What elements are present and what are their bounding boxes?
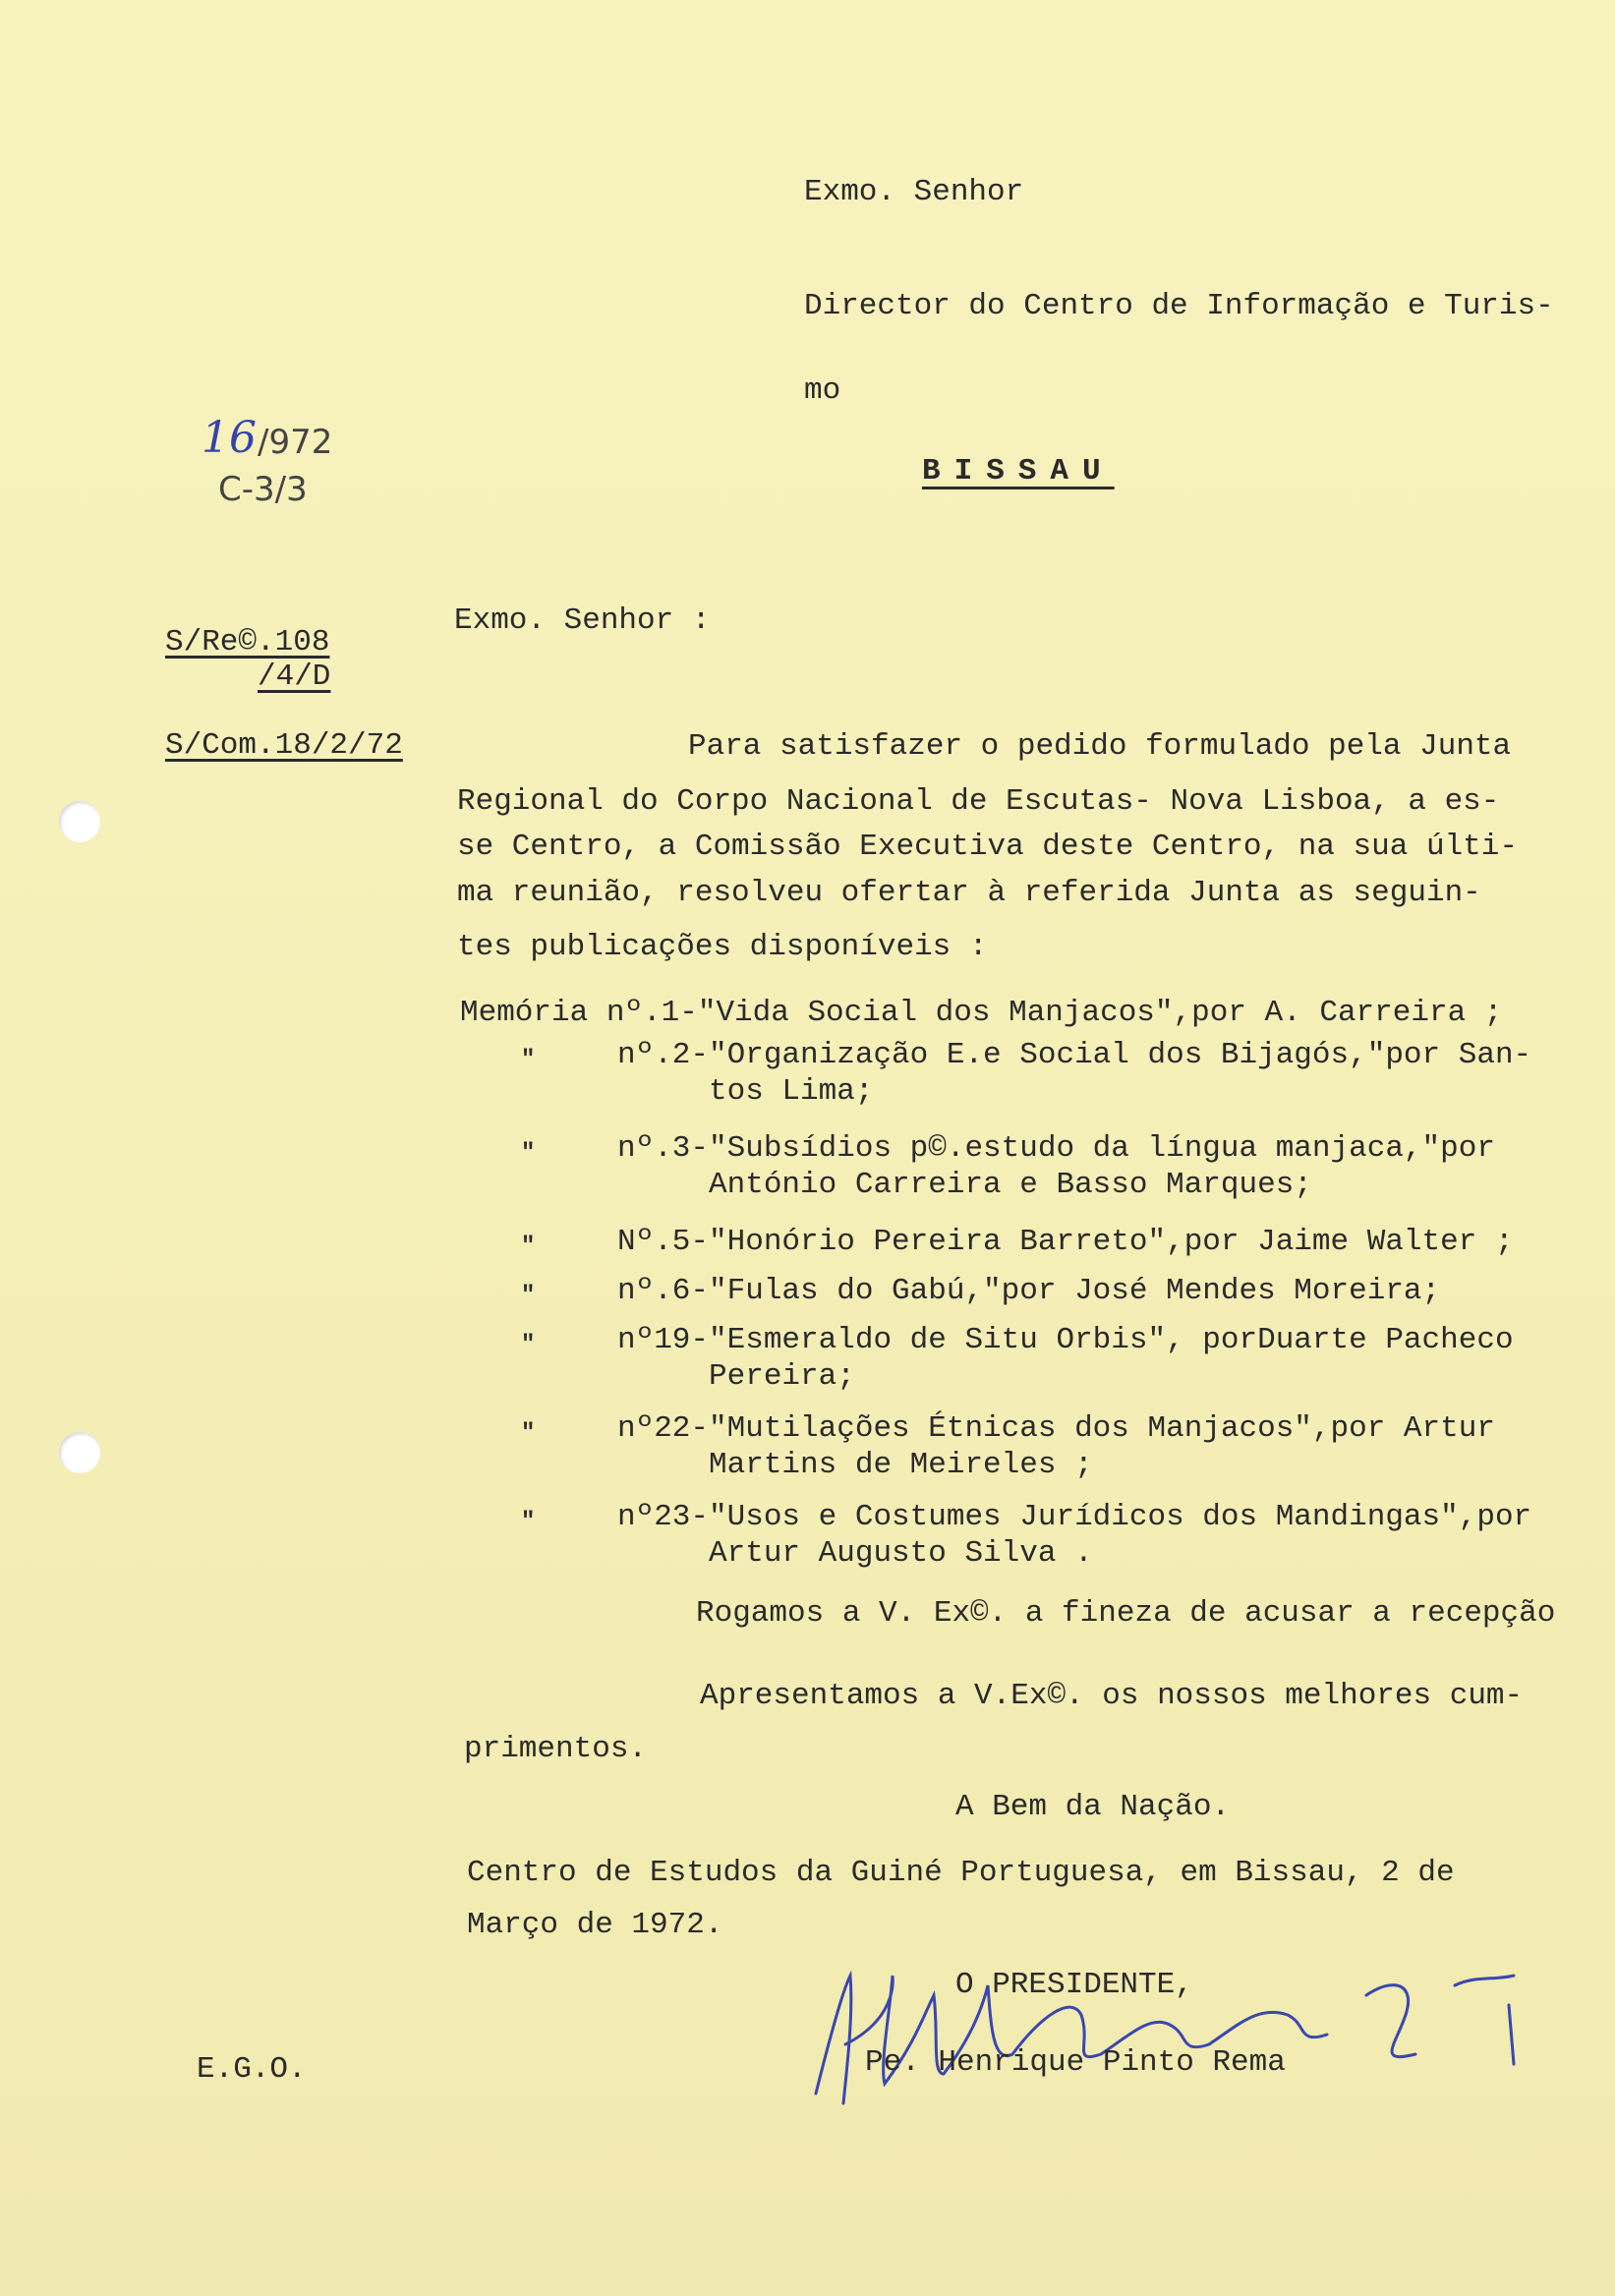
addressee-line-1: Director do Centro de Informação e Turis- bbox=[804, 289, 1554, 323]
ditto-mark: " bbox=[521, 1234, 536, 1260]
reference-line-2: /4/D bbox=[258, 660, 331, 694]
place-date-line-1: Centro de Estudos da Guiné Portuguesa, em Bissau, 2 de bbox=[467, 1856, 1455, 1890]
file-class: C-3/3 bbox=[218, 470, 308, 509]
apresentamos-line-1: Apresentamos a V.Ex©. os nossos melhores cum- bbox=[700, 1679, 1524, 1713]
publication-entry: nº.2-"Organização E.e Social dos Bijagós,"por San- tos Lima; bbox=[617, 1038, 1532, 1109]
place-date-line-2: Março de 1972. bbox=[467, 1908, 723, 1942]
file-year: /972 bbox=[258, 423, 333, 462]
ditto-mark: " bbox=[521, 1140, 536, 1167]
publication-entry: nº22-"Mutilações Étnicas dos Manjacos",por Artur Martins de Meireles ; bbox=[617, 1411, 1495, 1482]
ditto-mark: " bbox=[521, 1509, 536, 1535]
paragraph-line-2: Regional do Corpo Nacional de Escutas- Nova Lisboa, a es- bbox=[457, 784, 1500, 819]
publication-entry: Nº.5-"Honório Pereira Barreto",por Jaime Walter ; bbox=[617, 1225, 1514, 1259]
addressee-line-2: mo bbox=[804, 373, 841, 408]
list-item bbox=[462, 1322, 1592, 1410]
list-item bbox=[462, 1273, 1592, 1322]
list-item bbox=[462, 1499, 1592, 1587]
ditto-mark: " bbox=[521, 1047, 536, 1073]
signature-flourish bbox=[1366, 1976, 1514, 2064]
punch-hole-bottom bbox=[59, 1432, 100, 1473]
signatory-title: O PRESIDENTE, bbox=[955, 1968, 1193, 2002]
publication-entry: nº.3-"Subsídios p©.estudo da língua manjaca,"por António Carreira e Basso Marques; bbox=[617, 1131, 1495, 1202]
memoria-first-entry: Memória nº.1-"Vida Social dos Manjacos",por A. Carreira ; bbox=[460, 996, 1503, 1030]
reference-com: S/Com.18/2/72 bbox=[165, 728, 403, 763]
list-item bbox=[462, 1037, 1592, 1130]
paragraph-line-1: Para satisfazer o pedido formulado pela Junta bbox=[688, 729, 1512, 764]
reference-line-1: S/Re©.108 bbox=[165, 625, 330, 660]
publication-entry: nº19-"Esmeraldo de Situ Orbis", porDuarte Pacheco Pereira; bbox=[617, 1323, 1514, 1394]
list-item bbox=[462, 1410, 1592, 1499]
list-item bbox=[462, 1224, 1592, 1273]
signatory-name: Pe. Henrique Pinto Rema bbox=[865, 2045, 1286, 2080]
ditto-mark: " bbox=[521, 1420, 536, 1447]
paragraph-line-5: tes publicações disponíveis : bbox=[457, 930, 988, 964]
list-item bbox=[462, 1130, 1592, 1224]
publication-entry: nº.6-"Fulas do Gabú,"por José Mendes Moreira; bbox=[617, 1274, 1441, 1308]
handwritten-number: 16 bbox=[202, 413, 257, 463]
ditto-mark: " bbox=[521, 1332, 536, 1358]
publication-entry: nº23-"Usos e Costumes Jurídicos dos Mandingas",por Artur Augusto Silva . bbox=[617, 1500, 1532, 1571]
paragraph-line-4: ma reunião, resolveu ofertar à referida Junta as seguin- bbox=[457, 876, 1481, 910]
publication-list bbox=[462, 1037, 1592, 1587]
city-title: BISSAU bbox=[922, 454, 1115, 488]
closing-line: A Bem da Nação. bbox=[955, 1790, 1231, 1824]
paragraph-line-3: se Centro, a Comissão Executiva deste Centro, na sua últi- bbox=[457, 830, 1518, 864]
punch-hole-top bbox=[59, 801, 100, 842]
rogamos-line: Rogamos a V. Ex©. a fineza de acusar a recepção bbox=[696, 1596, 1556, 1631]
apresentamos-line-2: primentos. bbox=[464, 1732, 648, 1766]
ditto-mark: " bbox=[521, 1283, 536, 1309]
salutation-top: Exmo. Senhor bbox=[804, 175, 1024, 209]
body-salutation: Exmo. Senhor : bbox=[454, 603, 711, 638]
typist-initials: E.G.O. bbox=[197, 2052, 307, 2087]
